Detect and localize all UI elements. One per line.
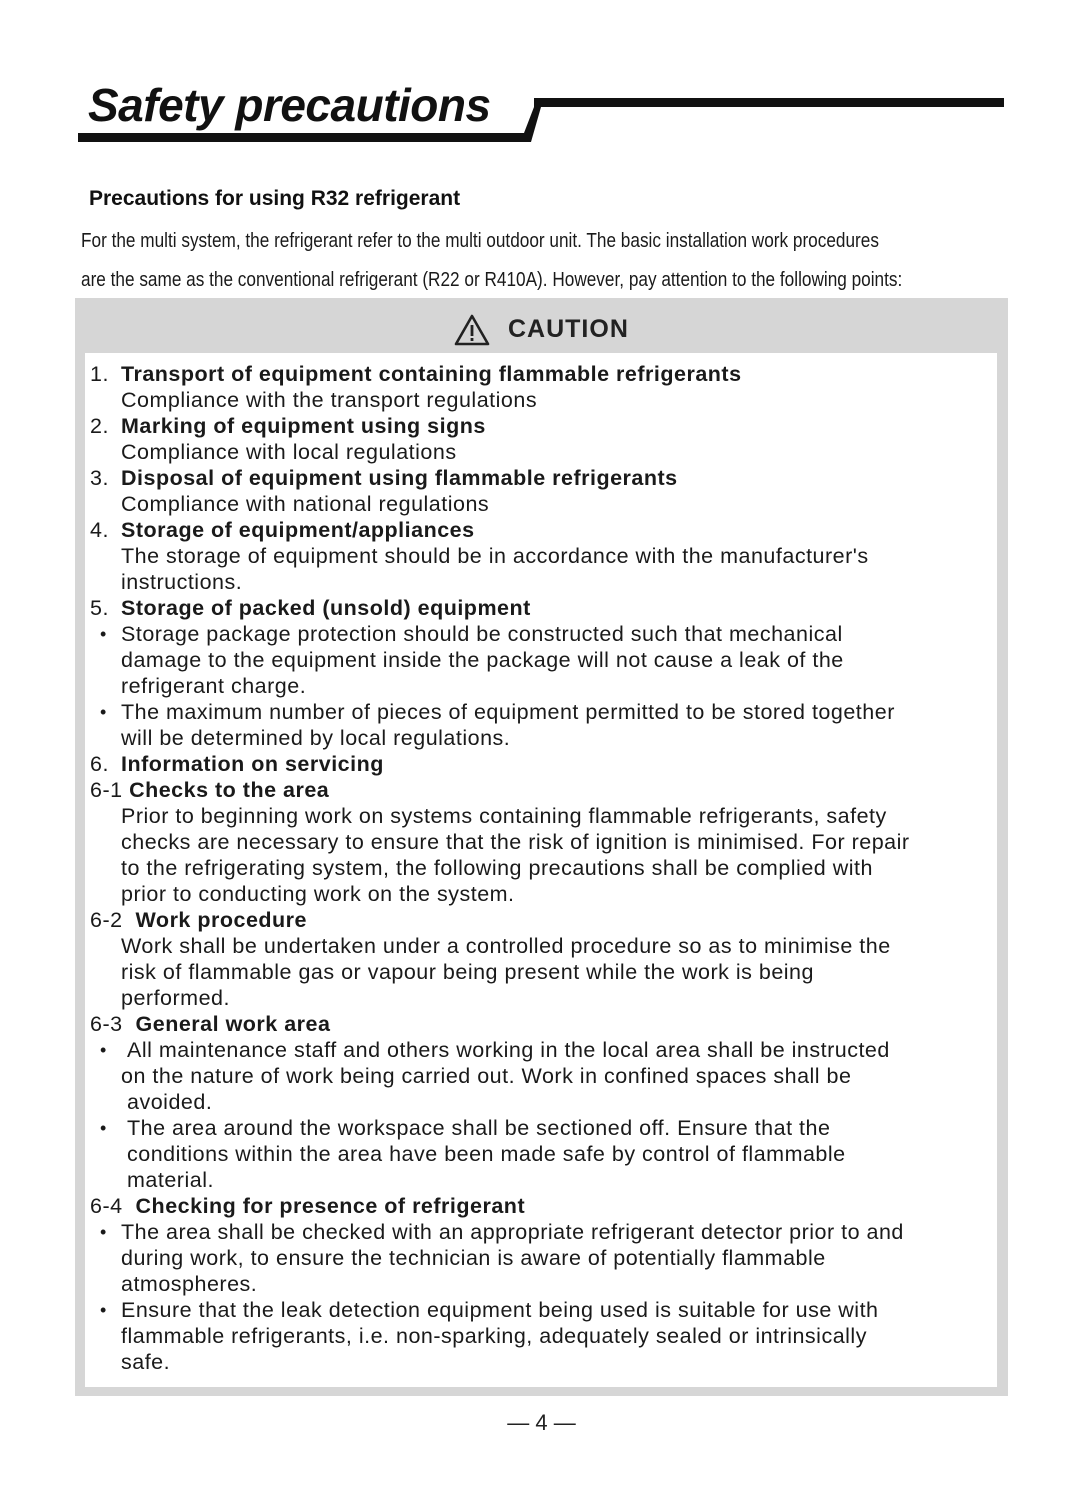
bullet-text: flammable refrigerants, i.e. non-sparking, adequately sealed or intrinsically [121, 1324, 867, 1348]
bullet-text: conditions within the area have been made safe by control of flammable [127, 1142, 846, 1166]
intro-paragraph-line-2: are the same as the conventional refrigerant (R22 or R410A). However, pay attention to the following points: [81, 269, 903, 291]
bullet-item [90, 1297, 995, 1375]
bullet-text: refrigerant charge. [121, 674, 307, 698]
bullet-text: Ensure that the leak detection equipment being used is suitable for use with [121, 1298, 879, 1322]
bullet-item [90, 699, 995, 751]
item-title: Information on servicing [121, 752, 384, 776]
list-item [90, 751, 995, 777]
page-number: — 4 — [507, 1410, 576, 1435]
list-item [90, 517, 995, 595]
sub-item-body: checks are necessary to ensure that the risk of ignition is minimised. For repair [121, 830, 910, 854]
bullet-icon: • [100, 1040, 107, 1060]
bullet-icon: • [100, 702, 107, 722]
item-title: Storage of equipment/appliances [121, 518, 475, 542]
item-body: Compliance with national regulations [121, 492, 490, 516]
item-title: Transport of equipment containing flammable refrigerants [121, 362, 742, 386]
item-body: instructions. [121, 570, 243, 594]
bullet-text: The maximum number of pieces of equipment permitted to be stored together [121, 700, 895, 724]
bullet-text: on the nature of work being carried out. Work in confined spaces shall be [121, 1064, 852, 1088]
bullet-text: avoided. [127, 1090, 213, 1114]
bullet-icon: • [100, 1222, 107, 1242]
sub-item-body: Work shall be undertaken under a controlled procedure so as to minimise the [121, 934, 891, 958]
sub-item-number: 6-1 [90, 778, 123, 802]
sub-item-body: performed. [121, 986, 230, 1010]
sub-item [90, 907, 995, 1011]
list-item [90, 595, 995, 621]
item-title: Marking of equipment using signs [121, 414, 486, 438]
sub-item [90, 1193, 995, 1219]
intro-paragraph-line-1: For the multi system, the refrigerant refer to the multi outdoor unit. The basic installation work procedures [81, 230, 879, 252]
caution-title: CAUTION [508, 315, 629, 343]
bullet-icon: • [100, 1118, 107, 1138]
sub-item-number: 6-3 [90, 1012, 123, 1036]
item-number: 1. [90, 362, 109, 386]
item-number: 5. [90, 596, 109, 620]
bullet-text: during work, to ensure the technician is aware of potentially flammable [121, 1246, 826, 1270]
item-title: Storage of packed (unsold) equipment [121, 596, 531, 620]
list-item [90, 465, 995, 517]
bullet-item [90, 1037, 995, 1115]
sub-item-number: 6-2 [90, 908, 123, 932]
bullet-icon: • [100, 1300, 107, 1320]
sub-item-body: Prior to beginning work on systems containing flammable refrigerants, safety [121, 804, 887, 828]
sub-item-body: risk of flammable gas or vapour being present while the work is being [121, 960, 814, 984]
bullet-text: The area around the workspace shall be sectioned off. Ensure that the [127, 1116, 831, 1140]
bullet-text: safe. [121, 1350, 171, 1374]
bullet-text: The area shall be checked with an appropriate refrigerant detector prior to and [121, 1220, 904, 1244]
item-number: 6. [90, 752, 109, 776]
bullet-item [90, 621, 995, 699]
sub-item-heading [90, 1193, 995, 1219]
sub-item-title: Checks to the area [129, 778, 330, 802]
bullet-text: material. [127, 1168, 214, 1192]
sub-item-title: Checking for presence of refrigerant [135, 1194, 526, 1218]
bullet-item [90, 1115, 995, 1193]
sub-item-title: Work procedure [135, 908, 308, 932]
item-title: Disposal of equipment using flammable refrigerants [121, 466, 678, 490]
item-body: The storage of equipment should be in accordance with the manufacturer's [121, 544, 869, 568]
page-title: Safety precautions [88, 79, 491, 131]
bullet-text: Storage package protection should be constructed such that mechanical [121, 622, 843, 646]
sub-item [90, 1011, 995, 1037]
caution-content [90, 361, 995, 1375]
item-number: 4. [90, 518, 109, 542]
item-body: Compliance with local regulations [121, 440, 457, 464]
sub-item [90, 777, 995, 907]
sub-item-title: General work area [135, 1012, 331, 1036]
section-heading: Precautions for using R32 refrigerant [89, 187, 461, 210]
bullet-icon: • [100, 624, 107, 644]
warning-triangle-icon [454, 314, 490, 346]
list-item [90, 413, 995, 465]
sub-item-heading [90, 1011, 995, 1037]
item-number: 3. [90, 466, 109, 490]
bullet-text: atmospheres. [121, 1272, 258, 1296]
bullet-item [90, 1219, 995, 1297]
sub-item-body: prior to conducting work on the system. [121, 882, 515, 906]
sub-item-body: to the refrigerating system, the following precautions shall be complied with [121, 856, 873, 880]
bullet-text: will be determined by local regulations. [121, 726, 511, 750]
item-body: Compliance with the transport regulations [121, 388, 538, 412]
item-number: 2. [90, 414, 109, 438]
bullet-text: damage to the equipment inside the package will not cause a leak of the [121, 648, 844, 672]
sub-item-heading [90, 907, 995, 933]
sub-item-heading [90, 777, 995, 803]
sub-item-number: 6-4 [90, 1194, 123, 1218]
list-item [90, 361, 995, 413]
bullet-text: All maintenance staff and others working in the local area shall be instructed [127, 1038, 890, 1062]
